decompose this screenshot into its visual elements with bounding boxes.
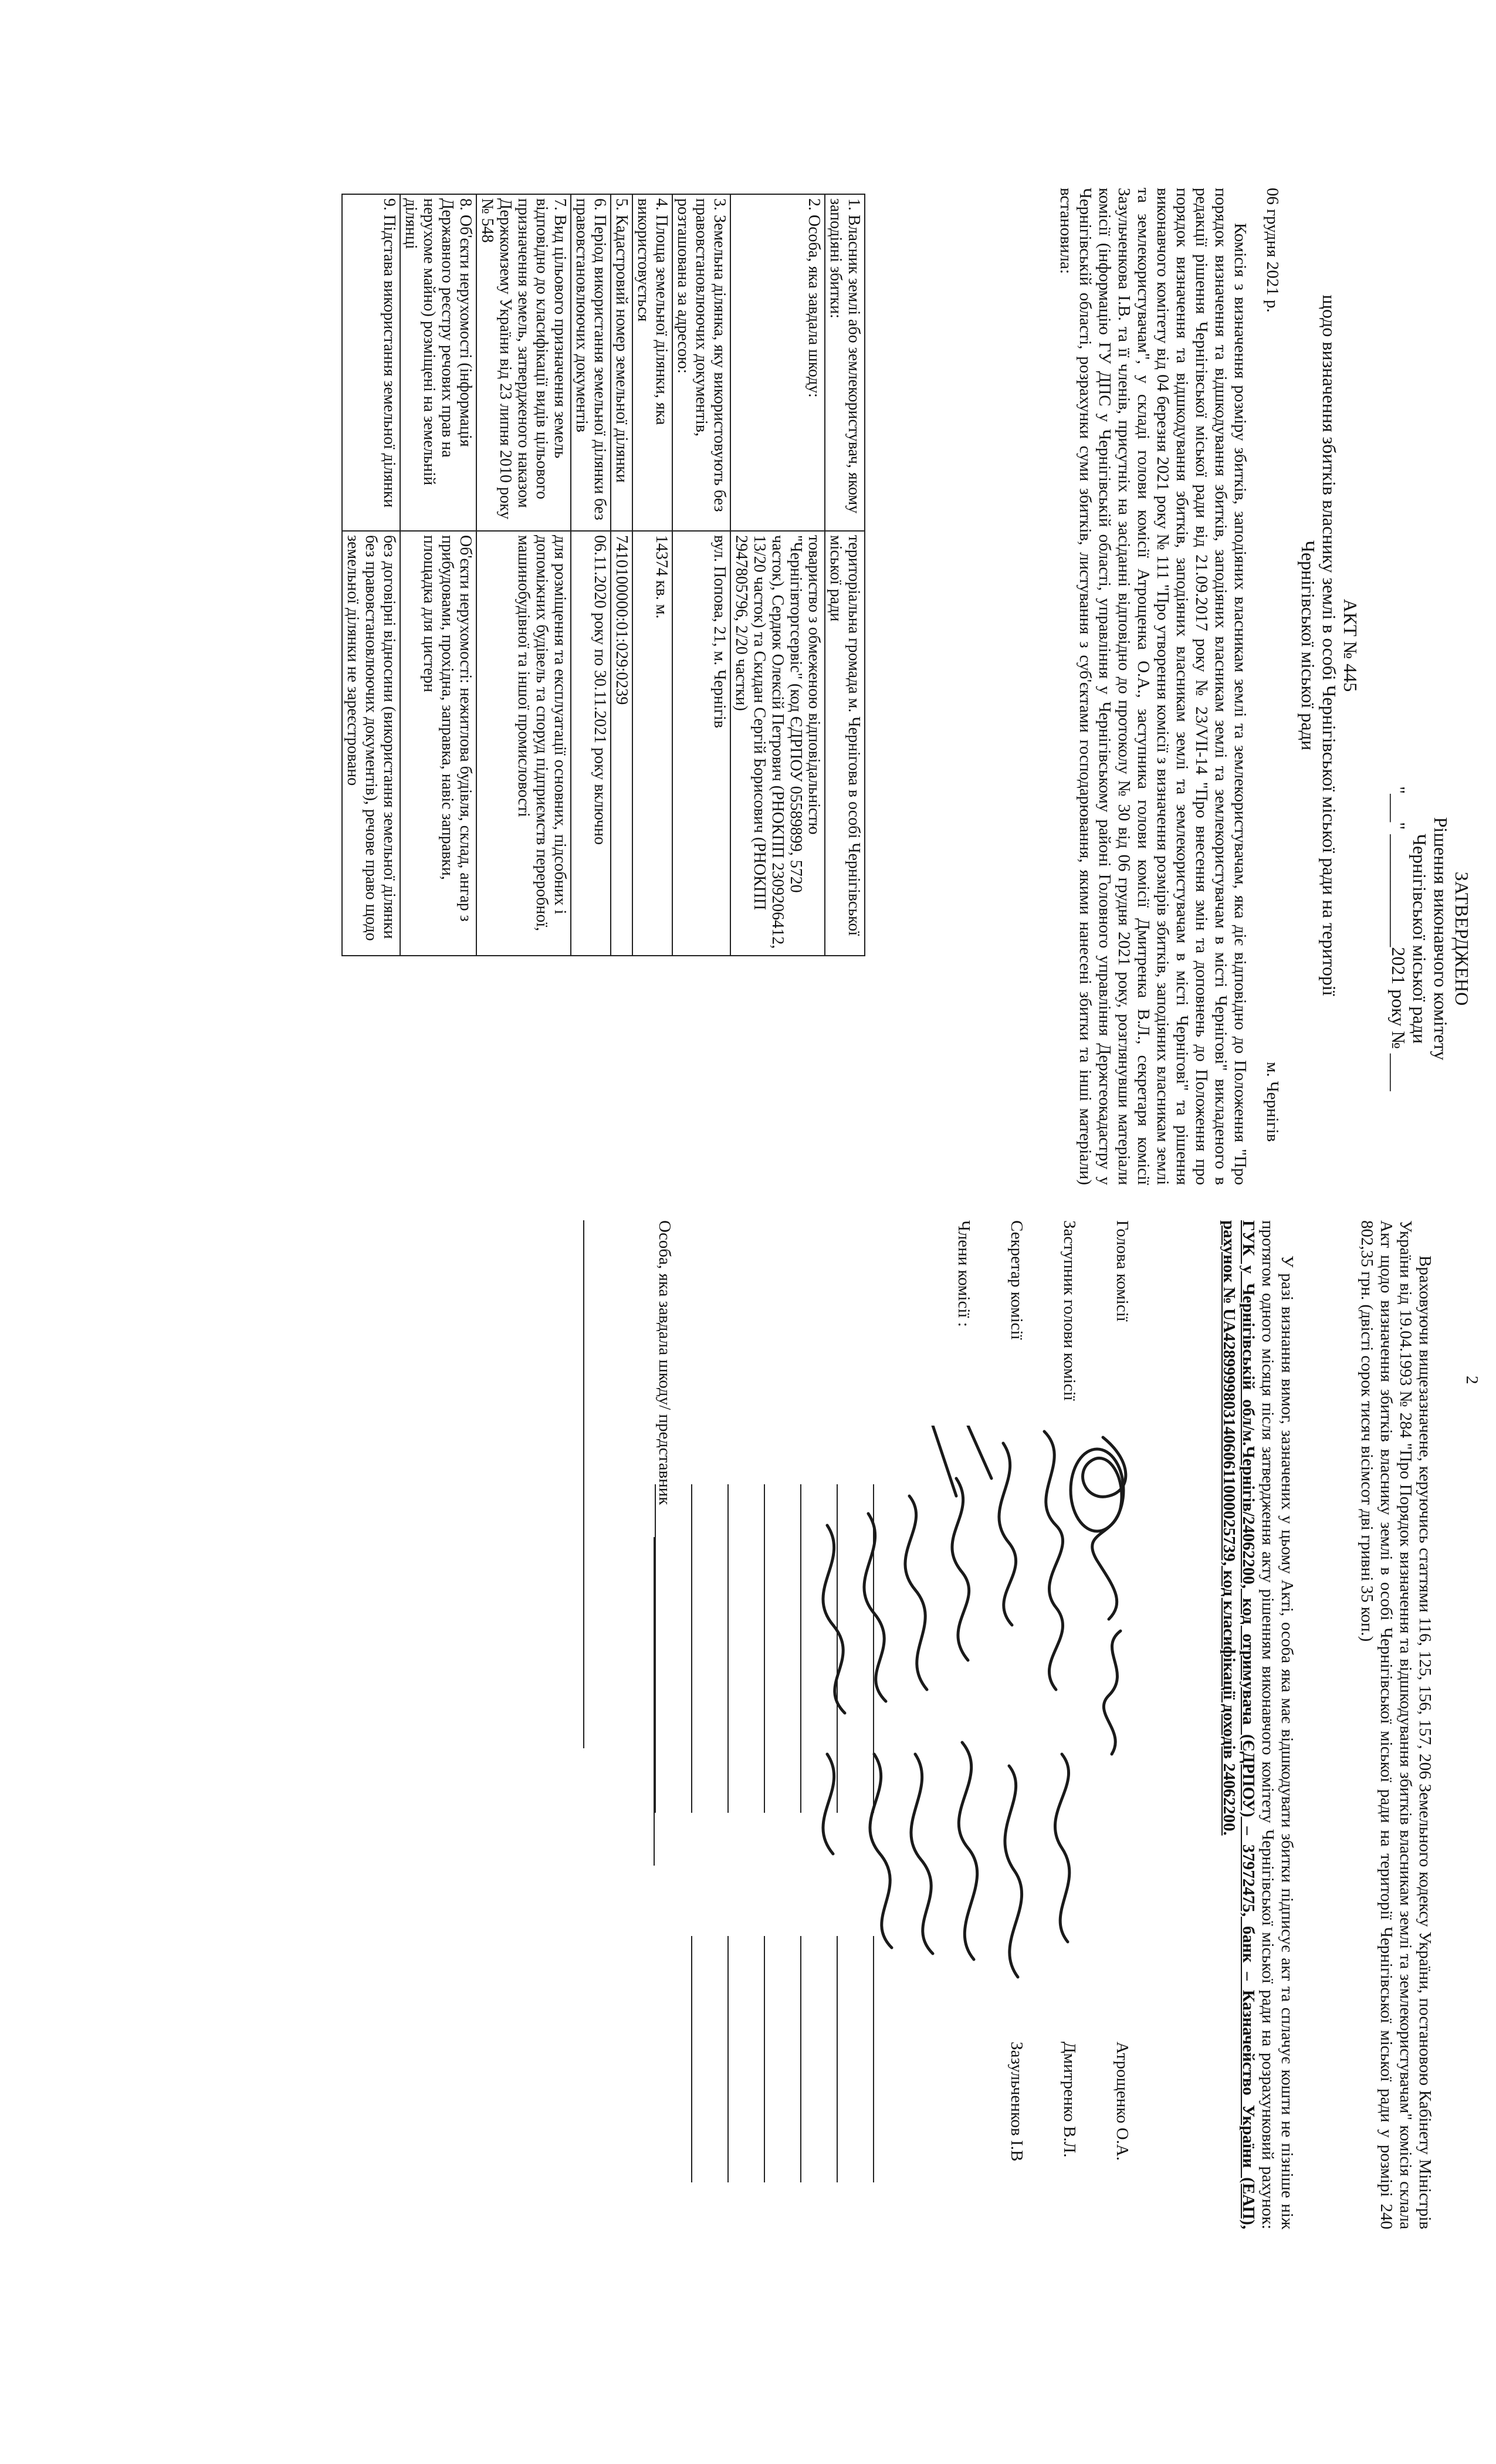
signature-role: Голова комісії — [1113, 1220, 1132, 1322]
table-row — [730, 194, 825, 956]
table-body — [342, 194, 865, 956]
table-row — [611, 194, 632, 956]
payment-text: У разі визнання вимог, зазначених у цьому Акті, особа яка має відшкодувати збитки підписує акт та сплачує кошти не пізніше ніж протягом одного місяця після затвердження акту рішенням виконавчого комітету Чернігівської міської ради на розрахунковий рахунок: — [1258, 1220, 1297, 2229]
table-cell-value: 06.11.2020 року по 30.11.2021 року включно — [571, 531, 611, 956]
act-date: 06 грудня 2021 р. — [1263, 188, 1282, 313]
table-row — [571, 194, 611, 956]
table-row — [342, 194, 400, 956]
table-cell-value: 7410100000:01:029:0239 — [611, 531, 632, 956]
act-subtitle-2: Чернігівської міської ради — [1298, 540, 1319, 750]
table-cell-label: 8. Об'єкти нерухомості (інформація Державного реєстру речових прав на нерухоме майно) розміщені на земельній ділянці — [400, 194, 476, 531]
table-cell-value: для розміщення та експлуатації основних, підсобних і допоміжних будівель та споруд підприємств переробної, машинобудівної та іншої промисловості — [476, 531, 571, 956]
signature-name: Зазульченков І.В — [1007, 2042, 1026, 2162]
table-cell-value: Об'єкти нерухомості: нежитлова будівля, склад, ангар з прибудовами, прохідна, заправка, навіс заправки, площадка для цистерн — [400, 531, 476, 956]
table-row — [825, 194, 865, 956]
payment-paragraph — [1219, 1220, 1297, 2229]
act-intro: Комісія з визначення розміру збитків, заподіяних власникам землі та землекористувачам, яка діє відповідно до Положення "Про порядок визначення та відшкодування збитків, заподіяних власникам землі та землекористувачам в місті Чернігові" викладеного в редакції рішення Чернігівської міської ради від 21.09.2017 року № 23/VII-14 "Про внесення змін та доповнень до Положення про порядок визначення та відшкодування збитків, заподіяних власникам землі та землекористувачам в місті Чернігові" та рішення виконавчого комітету від 04 березня 2021 року № 111 "Про утворення комісії з визначення розмірів збитків, заподіяних власникам землі та землекористувачам", у складі голови комісії Атрощенка О.А., заступника голови комісії Дмитренка В.Л., секретаря комісії Зазульченкова І.В. та її членів, присутніх на засіданні відповідно до протоколу № 30 від 06 грудня 2021 року, розглянувши матеріали комісії (інформацію ГУ ДПС у Чернігівській області, управління у Чернігівському районі Головного управління Держгеокадастру у Чернігівській області, розрахунки суми збитків, листування з суб'єктами господарювання, якими нанесені збитки та інші матеріали) встановила: — [1057, 188, 1250, 1185]
act-header — [1298, 176, 1361, 1115]
act-city: м. Чернігів — [1263, 1062, 1282, 1142]
table-cell-label: 2. Особа, яка завдала шкоду: — [730, 194, 825, 531]
act-details-table — [341, 194, 865, 956]
signature-role: Секретар комісії — [1007, 1220, 1026, 1340]
approval-line-2: Чернігівської міської ради — [1409, 834, 1430, 1044]
act-title: АКТ № 445 — [1340, 598, 1361, 692]
table-row — [672, 194, 730, 956]
signature-role: Члени комісії : — [955, 1220, 973, 1327]
table-cell-label: 3. Земельна ділянка, яку використовують без правовстановлюючих документів, розташована за адресою: — [672, 194, 730, 531]
table-cell-label: 6. Період використання земельної ділянки без правовстановлюючих документів — [571, 194, 611, 531]
table-cell-value: територіальна громада м. Чернігова в особі Чернігівської міської ради — [825, 531, 865, 956]
page-number: 2 — [1463, 1376, 1481, 1385]
table-row — [400, 194, 476, 956]
table-cell-value: товариство з обмеженою відповідальністю "Чернігівторгсервіс" (код ЄДРПОУ 05589899, 5720 часток), Сердюк Олексій Петрович (РНОКПП 2309206412, 13/20 часток) та Скидан Сергій Борисович (РНОКПП 2947805796, 2/20 частки) — [730, 531, 825, 956]
act-subtitle: щодо визначення збитків власнику землі в особі Чернігівської міської ради на території — [1319, 295, 1340, 996]
table-cell-label: 9. Підстава використання земельної ділянки — [342, 194, 400, 531]
guilty-party-line-2 — [583, 1220, 604, 1748]
handwritten-signatures-icon — [616, 1426, 1144, 2188]
table-row — [476, 194, 571, 956]
table-cell-label: 5. Кадастровий номер земельної ділянки — [611, 194, 632, 531]
approval-line-3: "___" ____________2021 року № ____ — [1388, 786, 1409, 1091]
table-cell-label: 7. Вид цільового призначення земель відповідно до класифікації видів цільового призначення земель, затвердженого наказом Держкомзему України від 23 липня 2010 року № 548 — [476, 194, 571, 531]
payment-details: ГУК у Чернігівській обл/м.Чернігів/24062200, код отримувача (ЄДРПОУ) – 37972475, банк – Казначейство України (ЕАП), рахунок № UA428999980314060611000025739, код класифікації доходів 24062200. — [1220, 1220, 1258, 2229]
approval-title: ЗАТВЕРДЖЕНО — [1451, 871, 1473, 1006]
table-cell-value: вул. Попова, 21, м. Чернігів — [672, 531, 730, 956]
table-cell-label: 1. Власник землі або землекористувач, якому заподіяні збитки: — [825, 194, 865, 531]
approval-line-1: Рішення виконавчого комітету — [1430, 817, 1451, 1061]
conclusion-paragraph: Враховуючи вищезазначене, керуючись статтями 116, 125, 156, 157, 206 Земельного кодексу України, постановою Кабінету Міністрів України від 19.04.1993 № 284 "Про Порядок визначення та відшкодування збитків власникам землі та землекористувачам" комісія склала Акт щодо визначення збитків власнику землі в особі Чернігівської міської ради на території Чернігівської міської ради у розмірі 240 802,35 грн. (двісті сорок тисяч вісімсот дві гривні 35 коп.) — [1358, 1220, 1434, 2229]
table-cell-value: без договірні відносини (використання земельної ділянки без правовстановлюючих документів), речове право щодо земельної ділянки не зареєстровано — [342, 531, 400, 956]
guilty-party-label: Особа, яка завдала шкоду/ представник — [655, 1220, 674, 1505]
table-cell-value: 14374 кв. м. — [632, 531, 672, 956]
signature-role: Заступник голови комісії — [1060, 1220, 1079, 1401]
approval-block — [1388, 587, 1473, 1291]
signature-name: Атрощенко О.А. — [1113, 2042, 1132, 2161]
signature-name: Дмитренко В.Л. — [1060, 2042, 1079, 2158]
table-cell-label: 4. Площа земельної ділянки, яка використовується — [632, 194, 672, 531]
table-row — [632, 194, 672, 956]
